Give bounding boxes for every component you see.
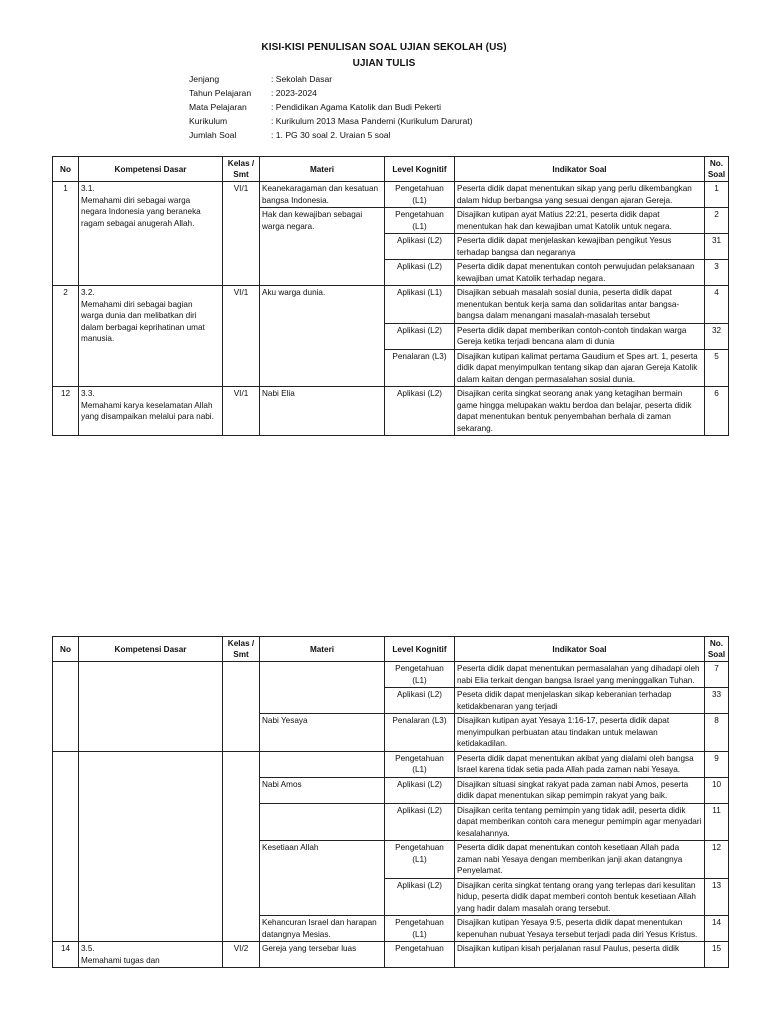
cell-soal: 1 [705,182,729,208]
cell-materi: Nabi Yesaya [260,714,385,752]
cell-level: Aplikasi (L2) [385,777,455,803]
col-header-level: Level Kognitif [385,157,455,182]
col-header-kompetensi: Kompetensi Dasar [79,157,223,182]
cell-kelas: VI/1 [223,182,260,286]
meta-value: : 2023-2024 [271,88,317,98]
cell-soal: 8 [705,714,729,752]
cell-level: Penalaran (L3) [385,714,455,752]
cell-kompetensi [79,751,223,942]
cell-level: Penalaran (L3) [385,349,455,387]
cell-soal: 4 [705,286,729,324]
meta-row [189,86,473,100]
kd-text: Memahami diri sebagai warga negara Indonesia yang beraneka ragam sebagai anugerah Allah. [81,195,201,228]
table-header-row [53,637,729,662]
cell-indikator: Disajikan cerita singkat seorang anak yang ketagihan bermain game hingga melupakan waktu berdoa dan belajar, peserta didik dapat menentukan bentuk penyembahan berhala di zaman sekarang. [455,387,705,436]
meta-info [189,72,473,142]
col-header-indikator: Indikator Soal [455,637,705,662]
kd-number: 3.2. [81,288,95,297]
cell-indikator: Peseta didik dapat menjelaskan sikap keberanian terhadap ketidakbenaran yang terjadi [455,688,705,714]
cell-materi [260,803,385,841]
grid-table-page-1 [52,156,729,436]
col-header-no: No [53,637,79,662]
table-row [53,387,729,436]
cell-materi: Hak dan kewajiban sebagai warga negara. [260,208,385,286]
kd-text: Memahami diri sebagai bagian warga dunia dan melibatkan diri dalam berbagai keprihatinan umat manusia. [81,299,205,343]
cell-level: Aplikasi (L2) [385,878,455,916]
cell-kompetensi [79,182,223,286]
table-row [53,942,729,968]
cell-level: Pengetahuan (L1) [385,916,455,942]
meta-value: : Sekolah Dasar [271,74,333,84]
cell-no: 2 [53,286,79,387]
cell-indikator: Peserta didik dapat menentukan sikap yang perlu dikembangkan dalam hidup berbangsa yang sesuai dengan ajaran Gereja. [455,182,705,208]
table-row [53,182,729,208]
cell-soal: 13 [705,878,729,916]
cell-soal: 6 [705,387,729,436]
cell-level: Aplikasi (L2) [385,260,455,286]
cell-soal: 32 [705,323,729,349]
cell-indikator: Peserta didik dapat menentukan permasalahan yang dihadapi oleh nabi Elia terkait dengan bangsa Israel yang meninggalkan Tuhan. [455,662,705,688]
cell-materi [260,751,385,777]
meta-label: Kurikulum [189,116,228,126]
meta-row [189,100,473,114]
cell-indikator: Peserta didik dapat memberikan contoh-contoh tindakan warga Gereja ketika terjadi bencana alam di dunia [455,323,705,349]
cell-indikator: Disajikan kutipan kisah perjalanan rasul Paulus, peserta didik [455,942,705,968]
kd-number: 3.5. [81,944,95,953]
cell-kompetensi [79,662,223,752]
cell-soal: 5 [705,349,729,387]
meta-label: Tahun Pelajaran [189,88,252,98]
meta-label: Jenjang [189,74,220,84]
cell-kompetensi [79,286,223,387]
col-header-no-soal: No. Soal [705,157,729,182]
cell-indikator: Disajikan cerita tentang pemimpin yang tidak adil, peserta didik dapat memberikan contoh cara menegur pemimpin agar menyadari kesalahannya. [455,803,705,841]
cell-soal: 15 [705,942,729,968]
cell-no: 1 [53,182,79,286]
cell-no [53,751,79,942]
table-row [53,286,729,324]
kd-text: Memahami karya keselamatan Allah yang disampaikan melalui para nabi. [81,400,214,421]
cell-materi: Gereja yang tersebar luas [260,942,385,968]
cell-soal: 3 [705,260,729,286]
col-header-kelas: Kelas / Smt [223,637,260,662]
meta-value: : Pendidikan Agama Katolik dan Budi Pekerti [271,102,442,112]
cell-soal: 2 [705,208,729,234]
document-title: KISI-KISI PENULISAN SOAL UJIAN SEKOLAH (US) [261,42,507,53]
cell-indikator: Disajikan cerita singkat tentang orang yang terlepas dari kesulitan hidup, peserta didik dapat memberi contoh bentuk kesetiaan Allah yang hadir dalam masalah orang tersebut. [455,878,705,916]
col-header-no: No [53,157,79,182]
cell-level: Aplikasi (L1) [385,286,455,324]
meta-row [189,128,473,142]
cell-materi: Aku warga dunia. [260,286,385,387]
cell-kompetensi [79,387,223,436]
cell-kelas [223,751,260,942]
cell-materi: Kesetiaan Allah [260,841,385,916]
cell-no: 12 [53,387,79,436]
document-subtitle: UJIAN TULIS [352,58,416,69]
cell-indikator: Peserta didik dapat menentukan contoh kesetiaan Allah pada zaman nabi Yesaya dengan memberikan janji akan datangnya Penyelamat. [455,841,705,879]
col-header-level: Level Kognitif [385,637,455,662]
cell-level: Aplikasi (L2) [385,234,455,260]
col-header-materi: Materi [260,637,385,662]
grid-table-page-2 [52,636,729,968]
col-header-no-soal: No. Soal [705,637,729,662]
cell-indikator: Disajikan situasi singkat rakyat pada zaman nabi Amos, peserta didik dapat menentukan sikap pemimpin rakyat yang baik. [455,777,705,803]
meta-label: Mata Pelajaran [189,102,247,112]
col-header-kompetensi: Kompetensi Dasar [79,637,223,662]
cell-soal: 10 [705,777,729,803]
cell-kelas: VI/1 [223,286,260,387]
cell-level: Pengetahuan (L1) [385,662,455,688]
cell-materi [260,662,385,714]
col-header-materi: Materi [260,157,385,182]
cell-soal: 12 [705,841,729,879]
cell-kompetensi [79,942,223,968]
cell-soal: 7 [705,662,729,688]
cell-level: Pengetahuan (L1) [385,208,455,234]
cell-indikator: Disajikan kutipan ayat Matius 22:21, peserta didik dapat menentukan hak dan kewajiban umat Katolik untuk negara. [455,208,705,234]
cell-no [53,662,79,752]
cell-materi: Kehancuran Israel dan harapan datangnya Mesias. [260,916,385,942]
meta-row [189,114,473,128]
meta-value: : Kurikulum 2013 Masa Pandemi (Kurikulum Darurat) [271,116,473,126]
col-header-indikator: Indikator Soal [455,157,705,182]
cell-level: Pengetahuan [385,942,455,968]
cell-soal: 14 [705,916,729,942]
cell-indikator: Disajikan sebuah masalah sosial dunia, peserta didik dapat menentukan bentuk kerja sama dan solidaritas antar bangsa-bangsa dalam menangani masalah-masalah tersebut [455,286,705,324]
cell-soal: 31 [705,234,729,260]
cell-soal: 33 [705,688,729,714]
cell-no: 14 [53,942,79,968]
cell-level: Pengetahuan (L1) [385,841,455,879]
cell-level: Aplikasi (L2) [385,688,455,714]
meta-row [189,72,473,86]
cell-indikator: Peserta didik dapat menentukan contoh perwujudan pelaksanaan kewajiban umat Katolik terhadap negara. [455,260,705,286]
cell-materi: Nabi Amos [260,777,385,803]
cell-kelas: VI/2 [223,942,260,968]
col-header-kelas: Kelas / Smt [223,157,260,182]
meta-label: Jumlah Soal [189,130,237,140]
cell-materi: Keanekaragaman dan kesatuan bangsa Indonesia. [260,182,385,208]
cell-indikator: Peserta didik dapat menjelaskan kewajiban pengikut Yesus terhadap bangsa dan negaranya [455,234,705,260]
table-row [53,751,729,777]
cell-soal: 11 [705,803,729,841]
cell-level: Aplikasi (L2) [385,803,455,841]
meta-value: : 1. PG 30 soal 2. Uraian 5 soal [271,130,391,140]
cell-level: Aplikasi (L2) [385,323,455,349]
cell-indikator: Disajikan kutipan Yesaya 9:5, peserta didik dapat menentukan kepenuhan nubuat Yesaya tersebut terjadi pada diri Yesus Kristus. [455,916,705,942]
cell-soal: 9 [705,751,729,777]
cell-level: Aplikasi (L2) [385,387,455,436]
kd-text: Memahami tugas dan [81,955,160,965]
kd-number: 3.1. [81,184,95,193]
cell-indikator: Disajikan kutipan kalimat pertama Gaudium et Spes art. 1, peserta didik dapat menyimpulkan tentang sikap dan ajaran Gereja Katolik dalam kaitan dengan permasalahan sosial dunia. [455,349,705,387]
table-header-row [53,157,729,182]
cell-kelas [223,662,260,752]
cell-indikator: Peserta didik dapat menentukan akibat yang dialami oleh bangsa Israel karena tidak setia pada Allah pada zaman nabi Yesaya. [455,751,705,777]
cell-level: Pengetahuan (L1) [385,182,455,208]
cell-materi: Nabi Elia [260,387,385,436]
cell-kelas: VI/1 [223,387,260,436]
cell-level: Pengetahuan (L1) [385,751,455,777]
kd-number: 3.3. [81,389,95,398]
table-row [53,662,729,688]
cell-indikator: Disajikan kutipan ayat Yesaya 1:16-17, peserta didik dapat menyimpulkan perbuatan atau tindakan untuk melawan ketidakadilan. [455,714,705,752]
